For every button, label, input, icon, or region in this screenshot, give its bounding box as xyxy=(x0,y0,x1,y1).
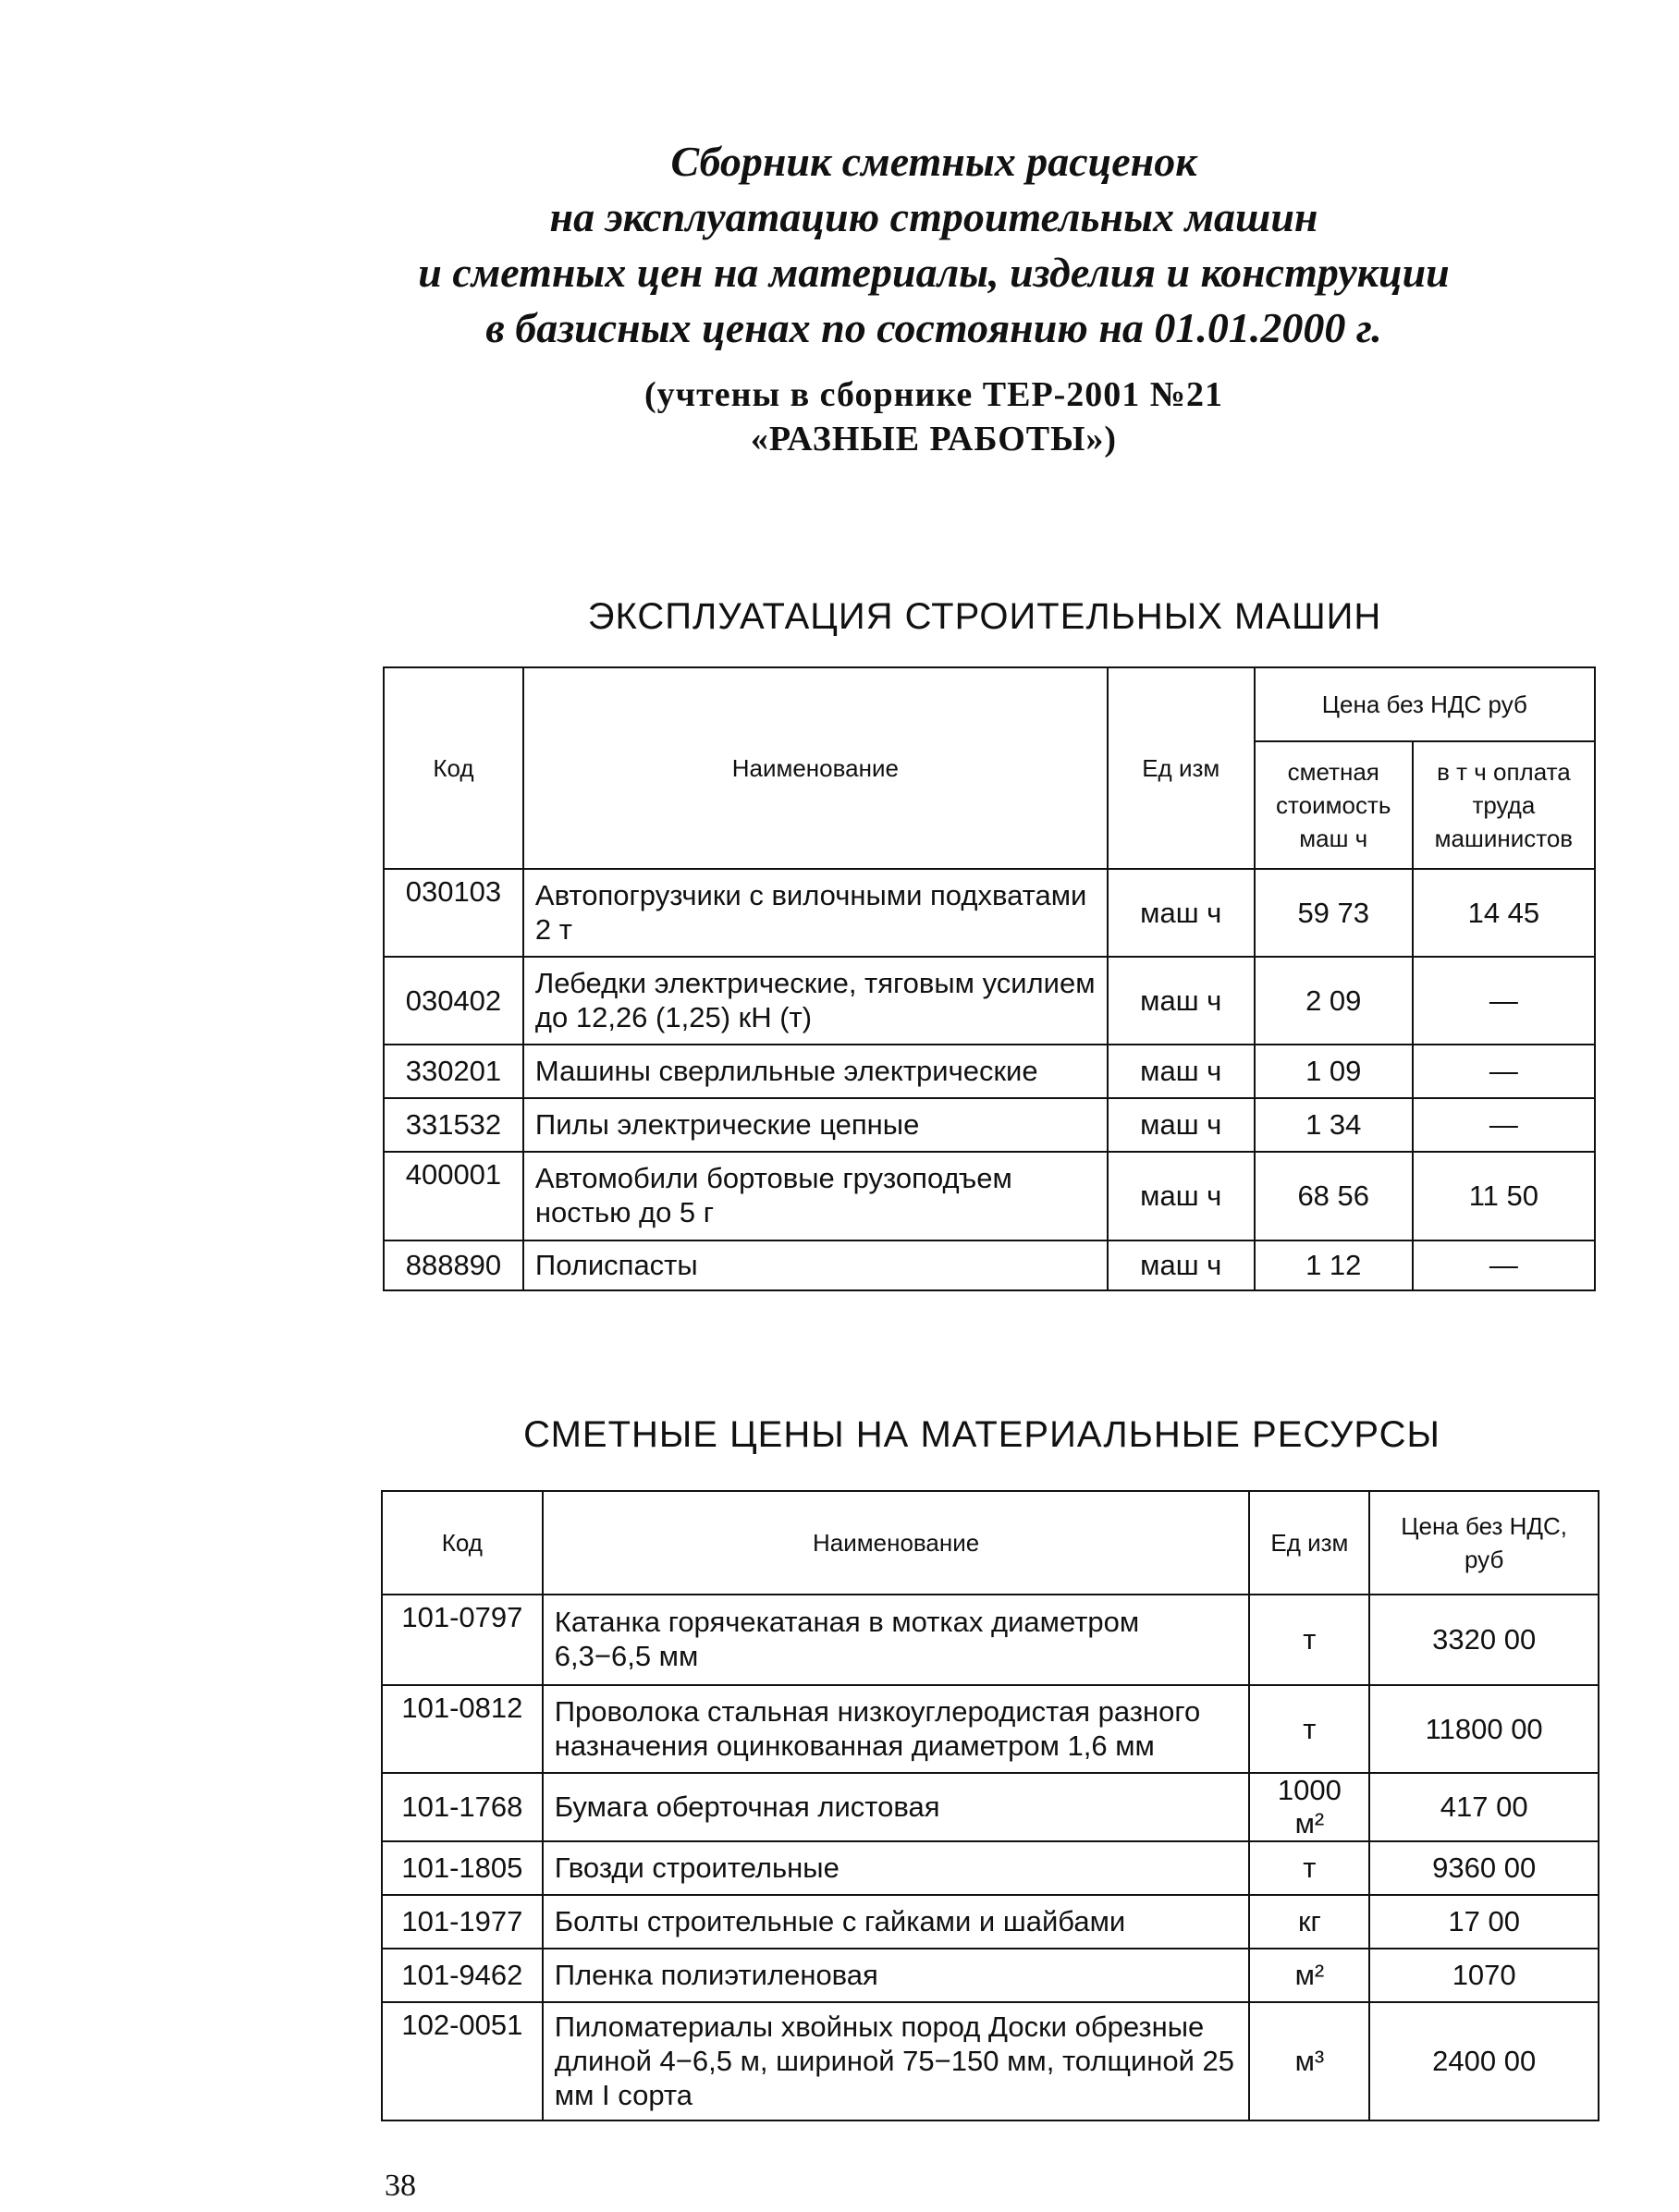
row-price: 9360 00 xyxy=(1369,1841,1599,1895)
header-labor: в т ч оплата труда машинистов xyxy=(1413,741,1595,869)
header-unit: Ед изм xyxy=(1108,667,1255,869)
row-labor: — xyxy=(1413,1240,1595,1290)
title-line: на эксплуатацию строительных машин xyxy=(549,193,1318,240)
row-code: 101-0812 xyxy=(382,1685,543,1773)
subtitle-line: «РАЗНЫЕ РАБОТЫ») xyxy=(750,420,1118,458)
row-cost: 59 73 xyxy=(1255,869,1413,957)
header-code: Код xyxy=(382,1491,543,1595)
row-code: 888890 xyxy=(384,1240,523,1290)
table-row xyxy=(382,1895,1599,1949)
header-price-group: Цена без НДС руб xyxy=(1255,667,1595,741)
row-name: Автопогрузчики с вилочными подхватами 2 т xyxy=(523,869,1108,957)
row-code: 030103 xyxy=(384,869,523,957)
title-line: в базисных ценах по состоянию на 01.01.2000 г. xyxy=(485,304,1382,351)
row-code: 101-1805 xyxy=(382,1841,543,1895)
row-unit: маш ч xyxy=(1108,957,1255,1045)
row-code: 102-0051 xyxy=(382,2002,543,2120)
row-name: Проволока стальная низкоуглеродистая разного назначения оцинкованная диаметром 1,6 мм xyxy=(543,1685,1250,1773)
header-price: Цена без НДС, руб xyxy=(1369,1491,1599,1595)
row-labor: 11 50 xyxy=(1413,1152,1595,1240)
row-name: Болты строительные с гайками и шайбами xyxy=(543,1895,1250,1949)
title-line: Сборник сметных расценок xyxy=(670,138,1197,185)
row-unit: маш ч xyxy=(1108,1152,1255,1240)
row-price: 17 00 xyxy=(1369,1895,1599,1949)
header-unit: Ед изм xyxy=(1249,1491,1369,1595)
table-row xyxy=(382,1949,1599,2002)
row-price: 3320 00 xyxy=(1369,1595,1599,1685)
row-code: 331532 xyxy=(384,1098,523,1152)
title-line: и сметных цен на материалы, изделия и конструкции xyxy=(418,249,1450,296)
row-name: Автомобили бортовые грузоподъем ностью до 5 г xyxy=(523,1152,1108,1240)
header-name: Наименование xyxy=(523,667,1108,869)
row-name: Пиломатериалы хвойных пород Доски обрезные длиной 4−6,5 м, шириной 75−150 мм, толщиной 25 мм I сорта xyxy=(543,2002,1250,2120)
row-price: 1070 xyxy=(1369,1949,1599,2002)
row-code: 101-0797 xyxy=(382,1595,543,1685)
row-price: 417 00 xyxy=(1369,1773,1599,1841)
row-unit: м² xyxy=(1249,1949,1369,2002)
row-price: 2400 00 xyxy=(1369,2002,1599,2120)
row-unit: м³ xyxy=(1249,2002,1369,2120)
table-row xyxy=(384,1045,1595,1098)
machines-section-heading: ЭКСПЛУАТАЦИЯ СТРОИТЕЛЬНЫХ МАШИН xyxy=(587,596,1382,637)
row-name: Пленка полиэтиленовая xyxy=(543,1949,1250,2002)
row-labor: — xyxy=(1413,1098,1595,1152)
row-code: 400001 xyxy=(384,1152,523,1240)
table-row xyxy=(384,869,1595,957)
row-cost: 68 56 xyxy=(1255,1152,1413,1240)
row-code: 030402 xyxy=(384,957,523,1045)
header-cost: сметная стоимость маш ч xyxy=(1255,741,1413,869)
table-row xyxy=(382,1595,1599,1685)
row-labor: — xyxy=(1413,957,1595,1045)
table-row xyxy=(382,1685,1599,1773)
table-row xyxy=(384,1098,1595,1152)
row-unit: т xyxy=(1249,1685,1369,1773)
row-cost: 1 34 xyxy=(1255,1098,1413,1152)
table-row xyxy=(382,1773,1599,1841)
document-title xyxy=(333,134,1535,356)
row-name: Гвозди строительные xyxy=(543,1841,1250,1895)
row-labor: 14 45 xyxy=(1413,869,1595,957)
table-row xyxy=(382,1841,1599,1895)
row-code: 101-9462 xyxy=(382,1949,543,2002)
row-name: Катанка горячекатаная в мотках диаметром 6,3−6,5 мм xyxy=(543,1595,1250,1685)
document-subtitle xyxy=(518,373,1350,461)
page-number: 38 xyxy=(385,2169,416,2203)
header-code: Код xyxy=(384,667,523,869)
table-row xyxy=(384,1240,1595,1290)
row-unit: маш ч xyxy=(1108,1240,1255,1290)
row-labor: — xyxy=(1413,1045,1595,1098)
row-name: Бумага оберточная листовая xyxy=(543,1773,1250,1841)
table-row xyxy=(384,1152,1595,1240)
row-price: 11800 00 xyxy=(1369,1685,1599,1773)
table-row xyxy=(382,2002,1599,2120)
materials-table xyxy=(381,1490,1599,2121)
row-code: 101-1768 xyxy=(382,1773,543,1841)
table-row xyxy=(384,957,1595,1045)
row-name: Машины сверлильные электрические xyxy=(523,1045,1108,1098)
header-name: Наименование xyxy=(543,1491,1250,1595)
subtitle-line: (учтены в сборнике ТЕР-2001 №21 xyxy=(643,375,1223,414)
row-name: Полиспасты xyxy=(523,1240,1108,1290)
row-cost: 2 09 xyxy=(1255,957,1413,1045)
row-name: Пилы электрические цепные xyxy=(523,1098,1108,1152)
row-cost: 1 12 xyxy=(1255,1240,1413,1290)
row-unit: маш ч xyxy=(1108,1045,1255,1098)
machines-table xyxy=(383,666,1596,1291)
row-unit: маш ч xyxy=(1108,1098,1255,1152)
row-unit: т xyxy=(1249,1595,1369,1685)
row-unit: т xyxy=(1249,1841,1369,1895)
row-name: Лебедки электрические, тяговым усилием до 12,26 (1,25) кН (т) xyxy=(523,957,1108,1045)
row-code: 101-1977 xyxy=(382,1895,543,1949)
row-cost: 1 09 xyxy=(1255,1045,1413,1098)
materials-section-heading: СМЕТНЫЕ ЦЕНЫ НА МАТЕРИАЛЬНЫЕ РЕСУРСЫ xyxy=(523,1414,1440,1455)
row-unit: 1000 м² xyxy=(1249,1773,1369,1841)
row-unit: кг xyxy=(1249,1895,1369,1949)
row-unit: маш ч xyxy=(1108,869,1255,957)
row-code: 330201 xyxy=(384,1045,523,1098)
